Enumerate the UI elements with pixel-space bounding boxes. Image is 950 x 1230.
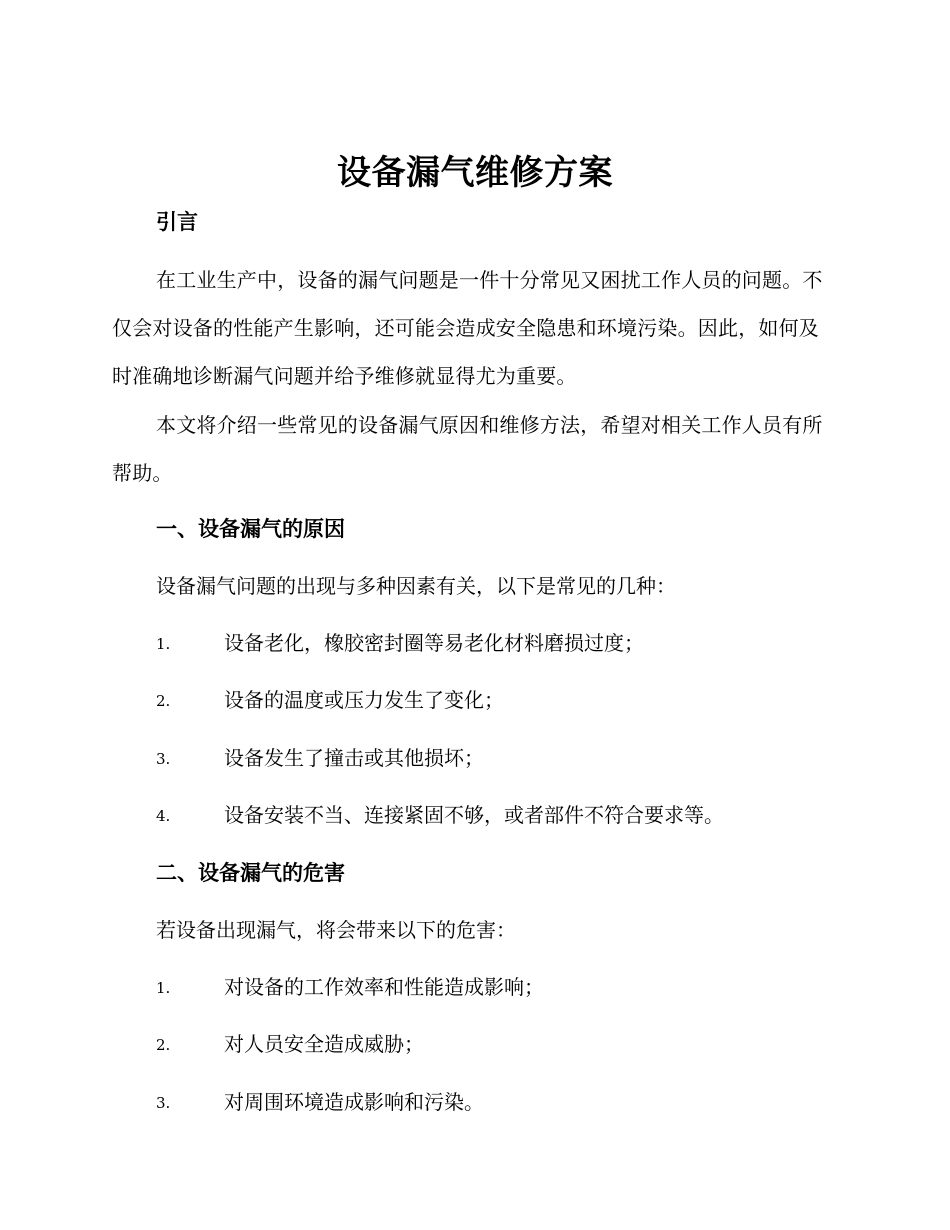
list-text: 设备发生了撞击或其他损坏； — [224, 746, 484, 770]
list-item — [156, 743, 856, 773]
intro-paragraph-1: 在工业生产中，设备的漏气问题是一件十分常见又困扰工作人员的问题。不仅会对设备的性能产生影响，还可能会造成安全隐患和环境污染。因此，如何及时准确地诊断漏气问题并给予维修就显得尤为重要。 — [112, 268, 823, 388]
list-number: 1. — [156, 979, 171, 997]
list-text: 对周围环境造成影响和污染。 — [224, 1090, 484, 1114]
list-text: 设备的温度或压力发生了变化； — [224, 688, 504, 712]
list-number: 1. — [156, 635, 171, 653]
list-item — [156, 972, 856, 1002]
list-number: 2. — [156, 1036, 171, 1054]
document-title: 设备漏气维修方案 — [337, 153, 613, 193]
section-lead-hazards: 若设备出现漏气，将会带来以下的危害： — [156, 918, 516, 942]
list-number: 3. — [156, 750, 171, 768]
list-item — [156, 1087, 856, 1117]
list-item — [156, 1029, 856, 1059]
intro-paragraph-2: 本文将介绍一些常见的设备漏气原因和维修方法，希望对相关工作人员有所帮助。 — [112, 413, 823, 485]
list-number: 3. — [156, 1094, 171, 1112]
section-heading-hazards: 二、设备漏气的危害 — [156, 861, 345, 885]
list-text: 设备老化，橡胶密封圈等易老化材料磨损过度； — [224, 631, 644, 655]
list-item — [156, 685, 856, 715]
section-heading-causes: 一、设备漏气的原因 — [156, 517, 345, 541]
list-item — [156, 800, 856, 830]
list-item — [156, 628, 856, 658]
section-lead-causes: 设备漏气问题的出现与多种因素有关，以下是常见的几种： — [156, 574, 676, 598]
list-text: 设备安装不当、连接紧固不够，或者部件不符合要求等。 — [224, 803, 724, 827]
list-text: 对设备的工作效率和性能造成影响； — [224, 975, 544, 999]
list-number: 4. — [156, 807, 171, 825]
list-text: 对人员安全造成威胁； — [224, 1032, 424, 1056]
list-number: 2. — [156, 692, 171, 710]
intro-heading: 引言 — [156, 210, 198, 234]
